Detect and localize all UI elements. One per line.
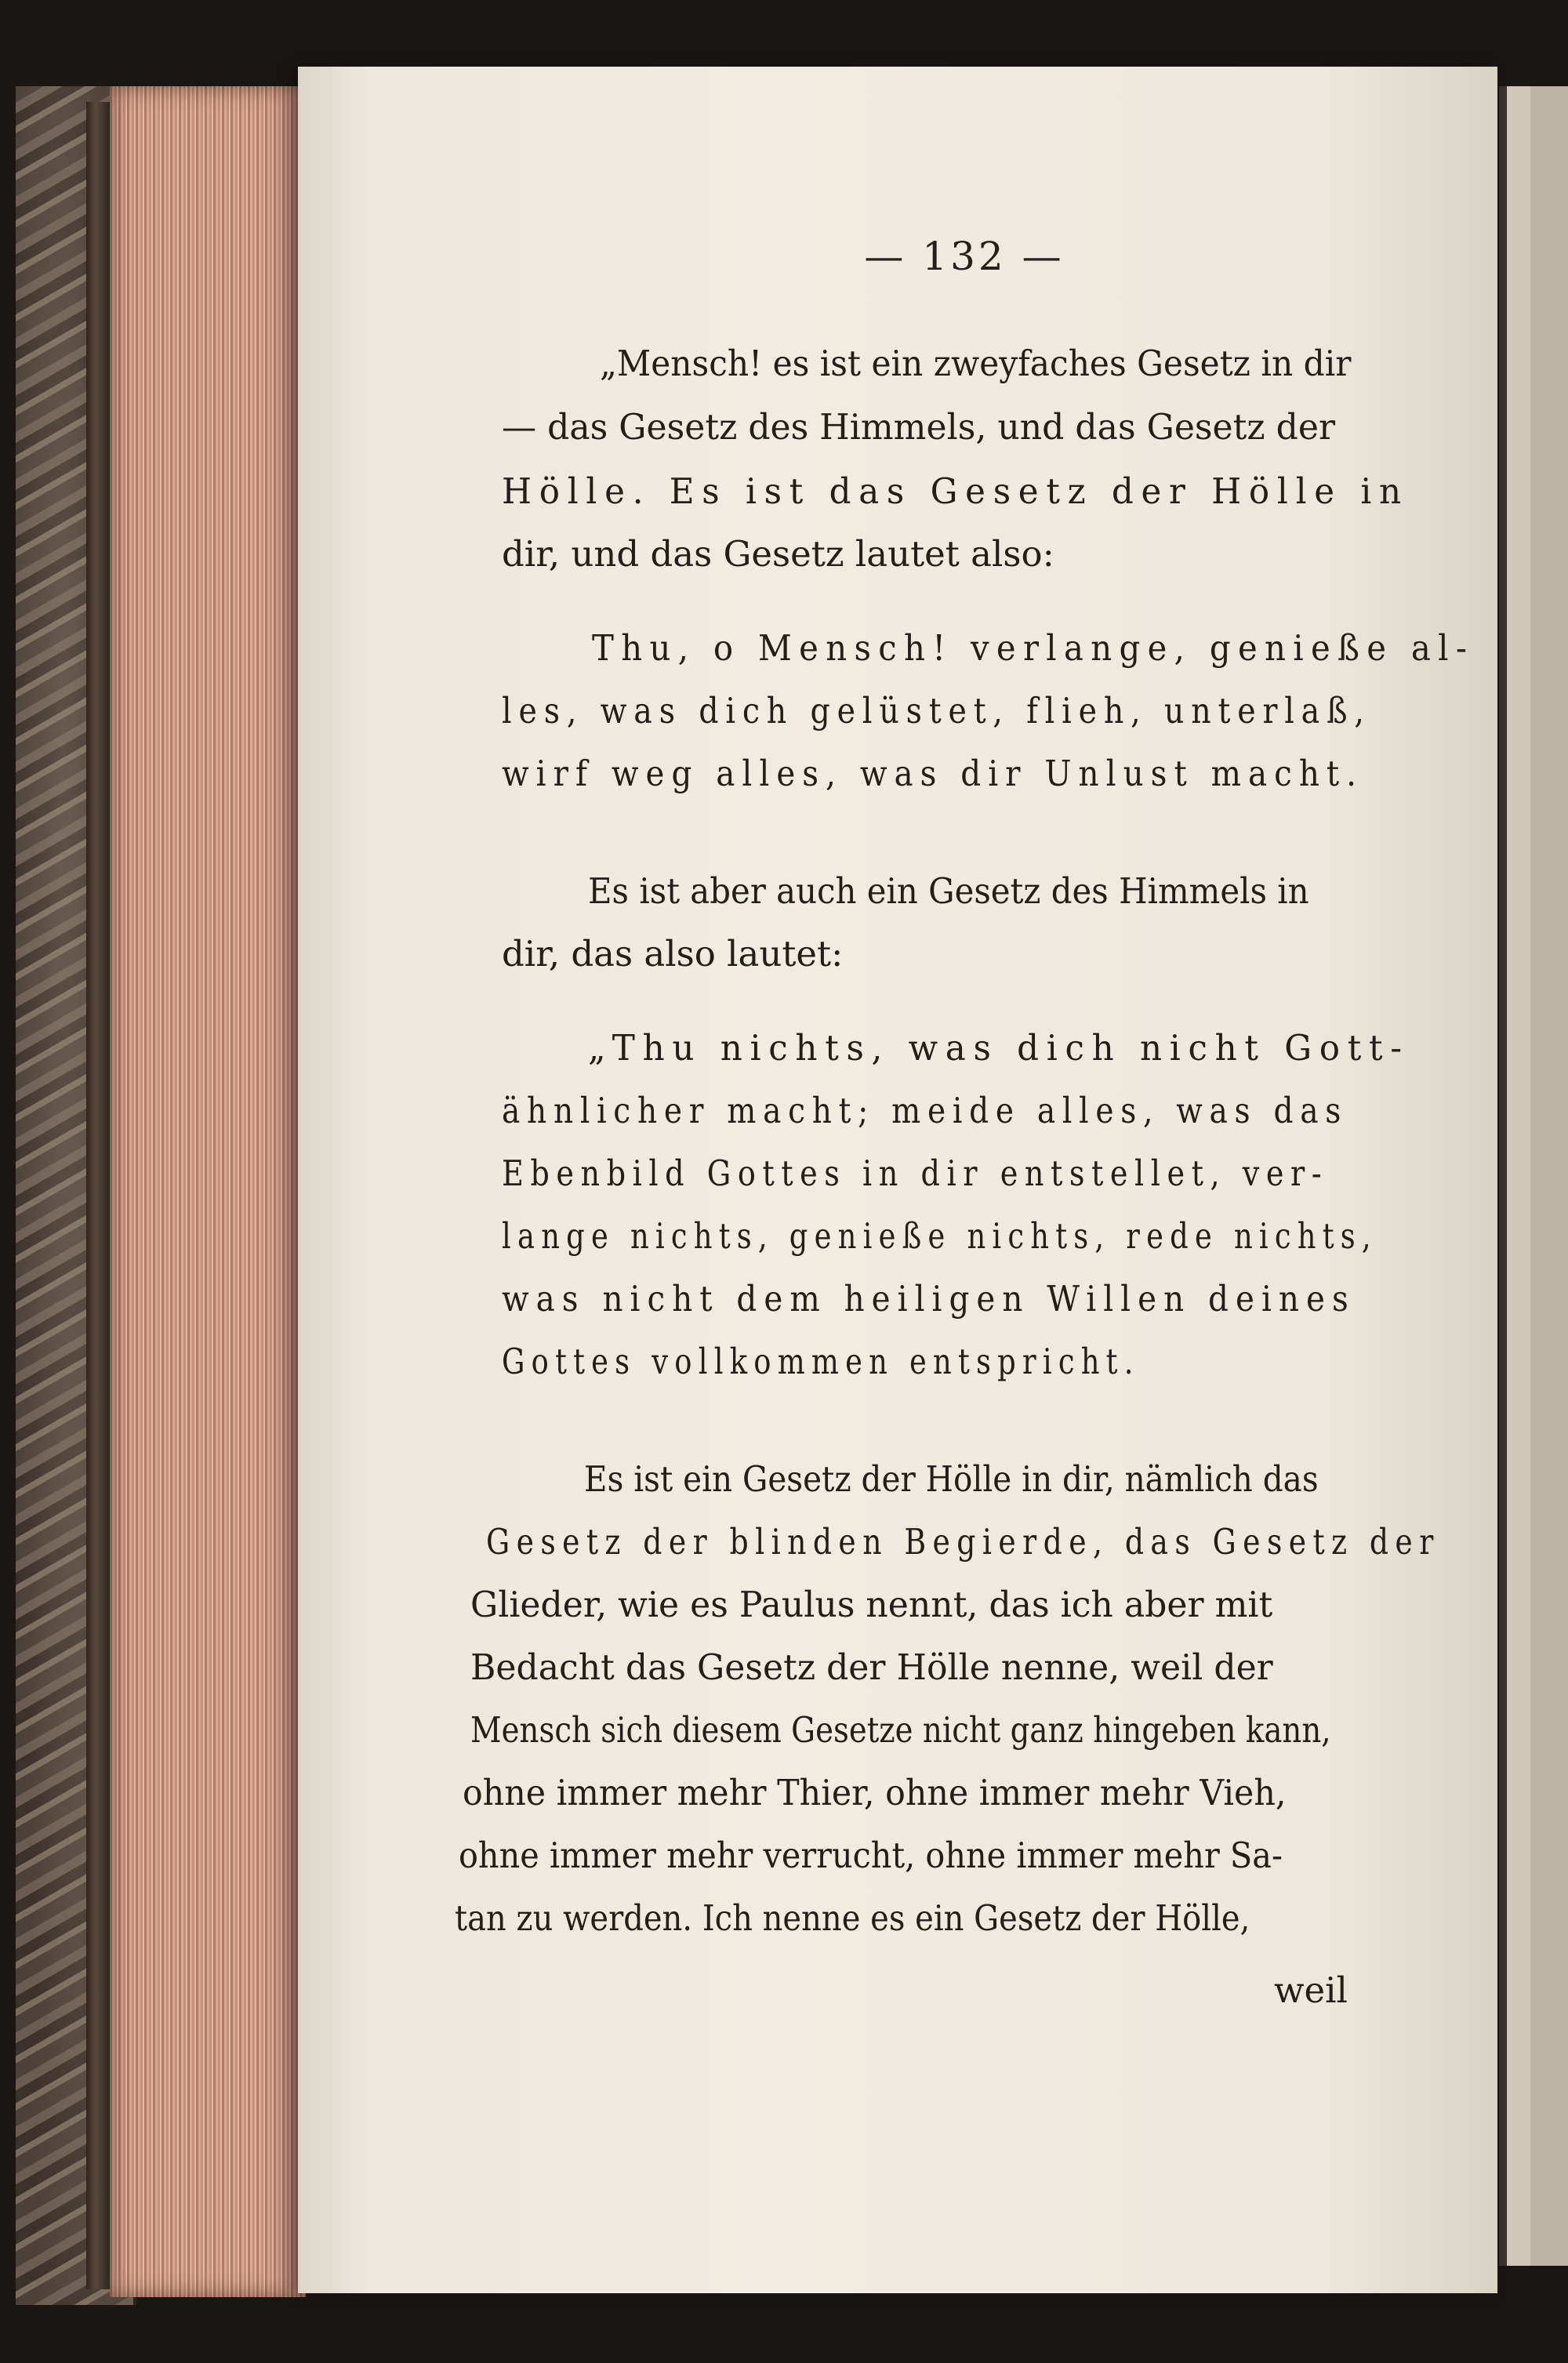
text-line: ähnlicher macht; meide alles, was das	[502, 1090, 1348, 1131]
text-line: was nicht dem heiligen Willen deines	[502, 1278, 1356, 1319]
text-line: lange nichts, genieße nichts, rede nichts,	[502, 1215, 1377, 1257]
page-edges	[110, 86, 306, 2297]
text-line: Glieder, wie es Paulus nennt, das ich aber mit	[470, 1584, 1273, 1625]
text-line: dir, und das Gesetz lautet also:	[502, 533, 1054, 575]
page-number: — 132 —	[864, 234, 1065, 279]
text-line: Es ist ein Gesetz der Hölle in dir, nämlich das	[584, 1458, 1319, 1500]
text-line: „Mensch! es ist ein zweyfaches Gesetz in dir	[600, 343, 1352, 384]
text-line: tan zu werden. Ich nenne es ein Gesetz der Hölle,	[455, 1897, 1250, 1939]
facing-page	[1499, 86, 1568, 2266]
text-line: ohne immer mehr Thier, ohne immer mehr Vieh,	[463, 1772, 1287, 1813]
text-line: wirf weg alles, was dir Unlust macht.	[502, 753, 1364, 794]
text-line: dir, das also lautet:	[502, 933, 844, 975]
text-line: Gesetz der blinden Begierde, das Gesetz der	[486, 1521, 1440, 1563]
book-spine	[86, 102, 110, 2289]
text-line: Gottes vollkommen entspricht.	[502, 1341, 1140, 1382]
text-line: — das Gesetz des Himmels, und das Gesetz der	[502, 406, 1336, 448]
text-line: „Thu nichts, was dich nicht Gott-	[588, 1027, 1410, 1069]
catchword: weil	[1274, 1969, 1348, 2011]
text-line: Es ist aber auch ein Gesetz des Himmels in	[588, 870, 1309, 912]
text-line: les, was dich gelüstet, flieh, unterlaß,	[502, 690, 1371, 731]
text-line: Thu, o Mensch! verlange, genieße al-	[592, 627, 1475, 669]
text-line: Bedacht das Gesetz der Hölle nenne, weil der	[470, 1646, 1273, 1688]
text-line: Ebenbild Gottes in dir entstellet, ver-	[502, 1152, 1329, 1194]
text-line: Mensch sich diesem Gesetze nicht ganz hingeben kann,	[470, 1709, 1331, 1751]
text-line: ohne immer mehr verrucht, ohne immer mehr Sa-	[459, 1835, 1283, 1876]
text-line: Hölle. Es ist das Gesetz der Hölle in	[502, 470, 1409, 512]
